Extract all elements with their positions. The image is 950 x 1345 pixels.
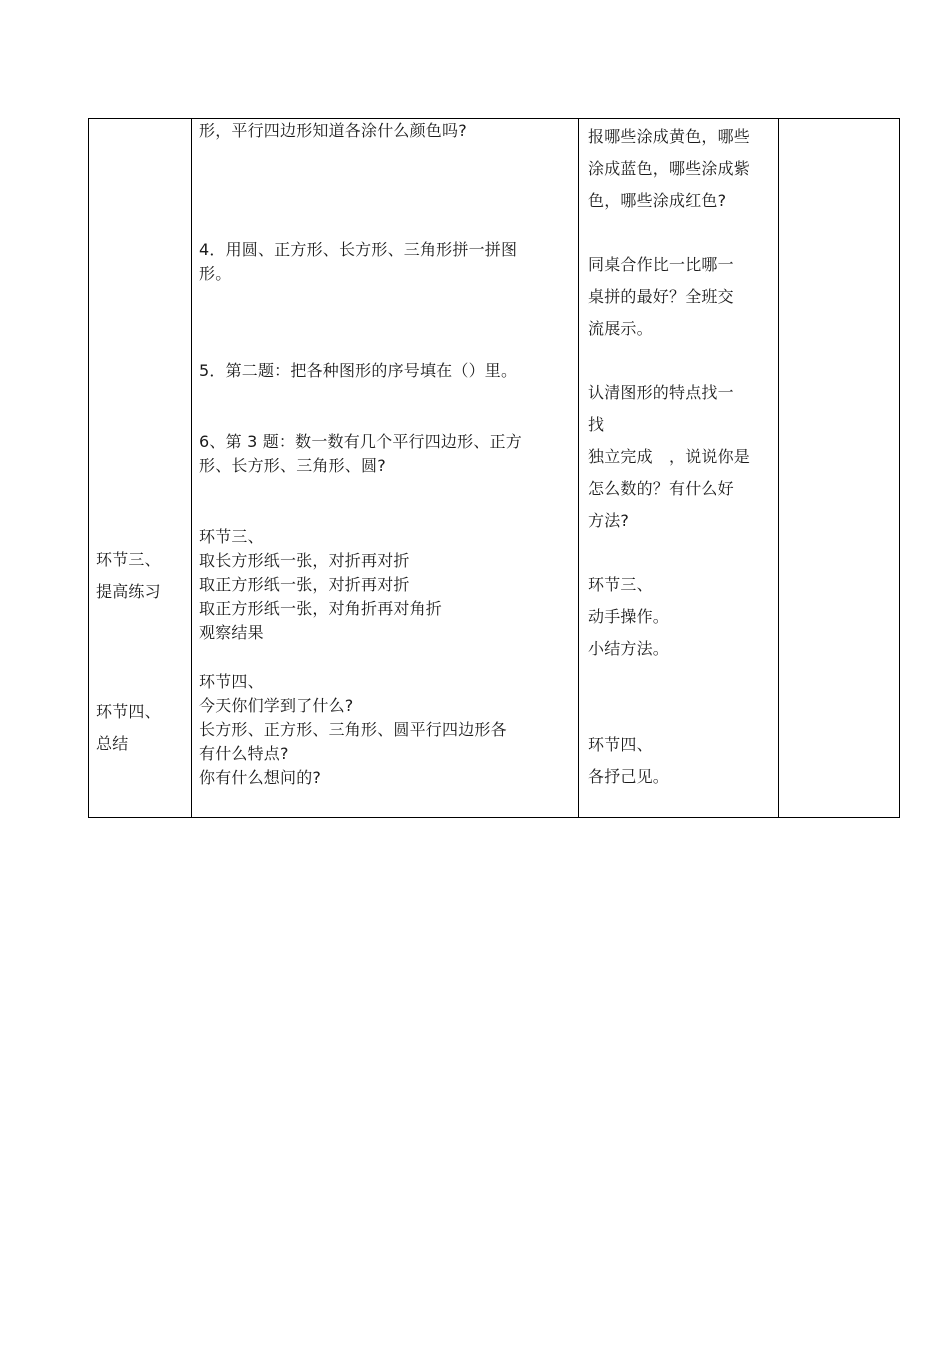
stage-label-line: 环节三、 <box>96 550 161 569</box>
student-activity-column <box>579 119 778 817</box>
activity-line: 取长方形纸一张，对折再对折 <box>199 551 410 570</box>
student-line: 流展示。 <box>588 319 653 338</box>
student-line: 报哪些涂成黄色，哪些 <box>588 127 751 146</box>
activity-line: 取正方形纸一张，对角折再对角折 <box>199 599 443 618</box>
activity-line: 4．用圆、正方形、长方形、三角形拼一拼图 <box>199 240 518 259</box>
activity-line: 形，平行四边形知道各涂什么颜色吗? <box>199 121 467 140</box>
student-line: 方法? <box>588 511 630 530</box>
activity-line: 环节三、 <box>199 527 264 546</box>
student-line: 桌拼的最好？全班交 <box>588 287 734 306</box>
student-line: 涂成蓝色，哪些涂成紫 <box>588 159 751 178</box>
notes-column <box>779 119 900 817</box>
activity-line: 长方形、正方形、三角形、圆平行四边形各 <box>199 720 507 739</box>
stage-label-line: 总结 <box>96 734 129 753</box>
student-line: 认清图形的特点找一 <box>588 383 734 402</box>
student-line: 各抒己见。 <box>588 767 670 786</box>
lesson-plan-table <box>88 118 900 818</box>
activity-line: 观察结果 <box>199 623 264 642</box>
student-line: 独立完成 ，说说你是 <box>588 447 751 466</box>
activity-line: 今天你们学到了什么? <box>199 696 354 715</box>
stage-label-line: 提高练习 <box>96 582 161 601</box>
activity-line: 环节四、 <box>199 672 264 691</box>
student-line: 动手操作。 <box>588 607 670 626</box>
teacher-activity-column <box>192 119 578 817</box>
student-line: 怎么数的？有什么好 <box>588 479 734 498</box>
activity-line: 6、第 3 题：数一数有几个平行四边形、正方 <box>199 432 522 451</box>
activity-line: 你有什么想问的? <box>199 768 322 787</box>
student-line: 色，哪些涂成红色? <box>588 191 727 210</box>
student-line: 找 <box>588 415 605 434</box>
student-line: 同桌合作比一比哪一 <box>588 255 734 274</box>
student-line: 小结方法。 <box>588 639 670 658</box>
activity-line: 取正方形纸一张，对折再对折 <box>199 575 410 594</box>
student-line: 环节四、 <box>588 735 653 754</box>
activity-line: 形。 <box>199 264 232 283</box>
stage-label-line: 环节四、 <box>96 702 161 721</box>
activity-line: 5．第二题：把各种图形的序号填在（）里。 <box>199 361 518 380</box>
activity-line: 形、长方形、三角形、圆? <box>199 456 386 475</box>
activity-line: 有什么特点? <box>199 744 289 763</box>
stage-column <box>89 119 191 817</box>
student-line: 环节三、 <box>588 575 653 594</box>
